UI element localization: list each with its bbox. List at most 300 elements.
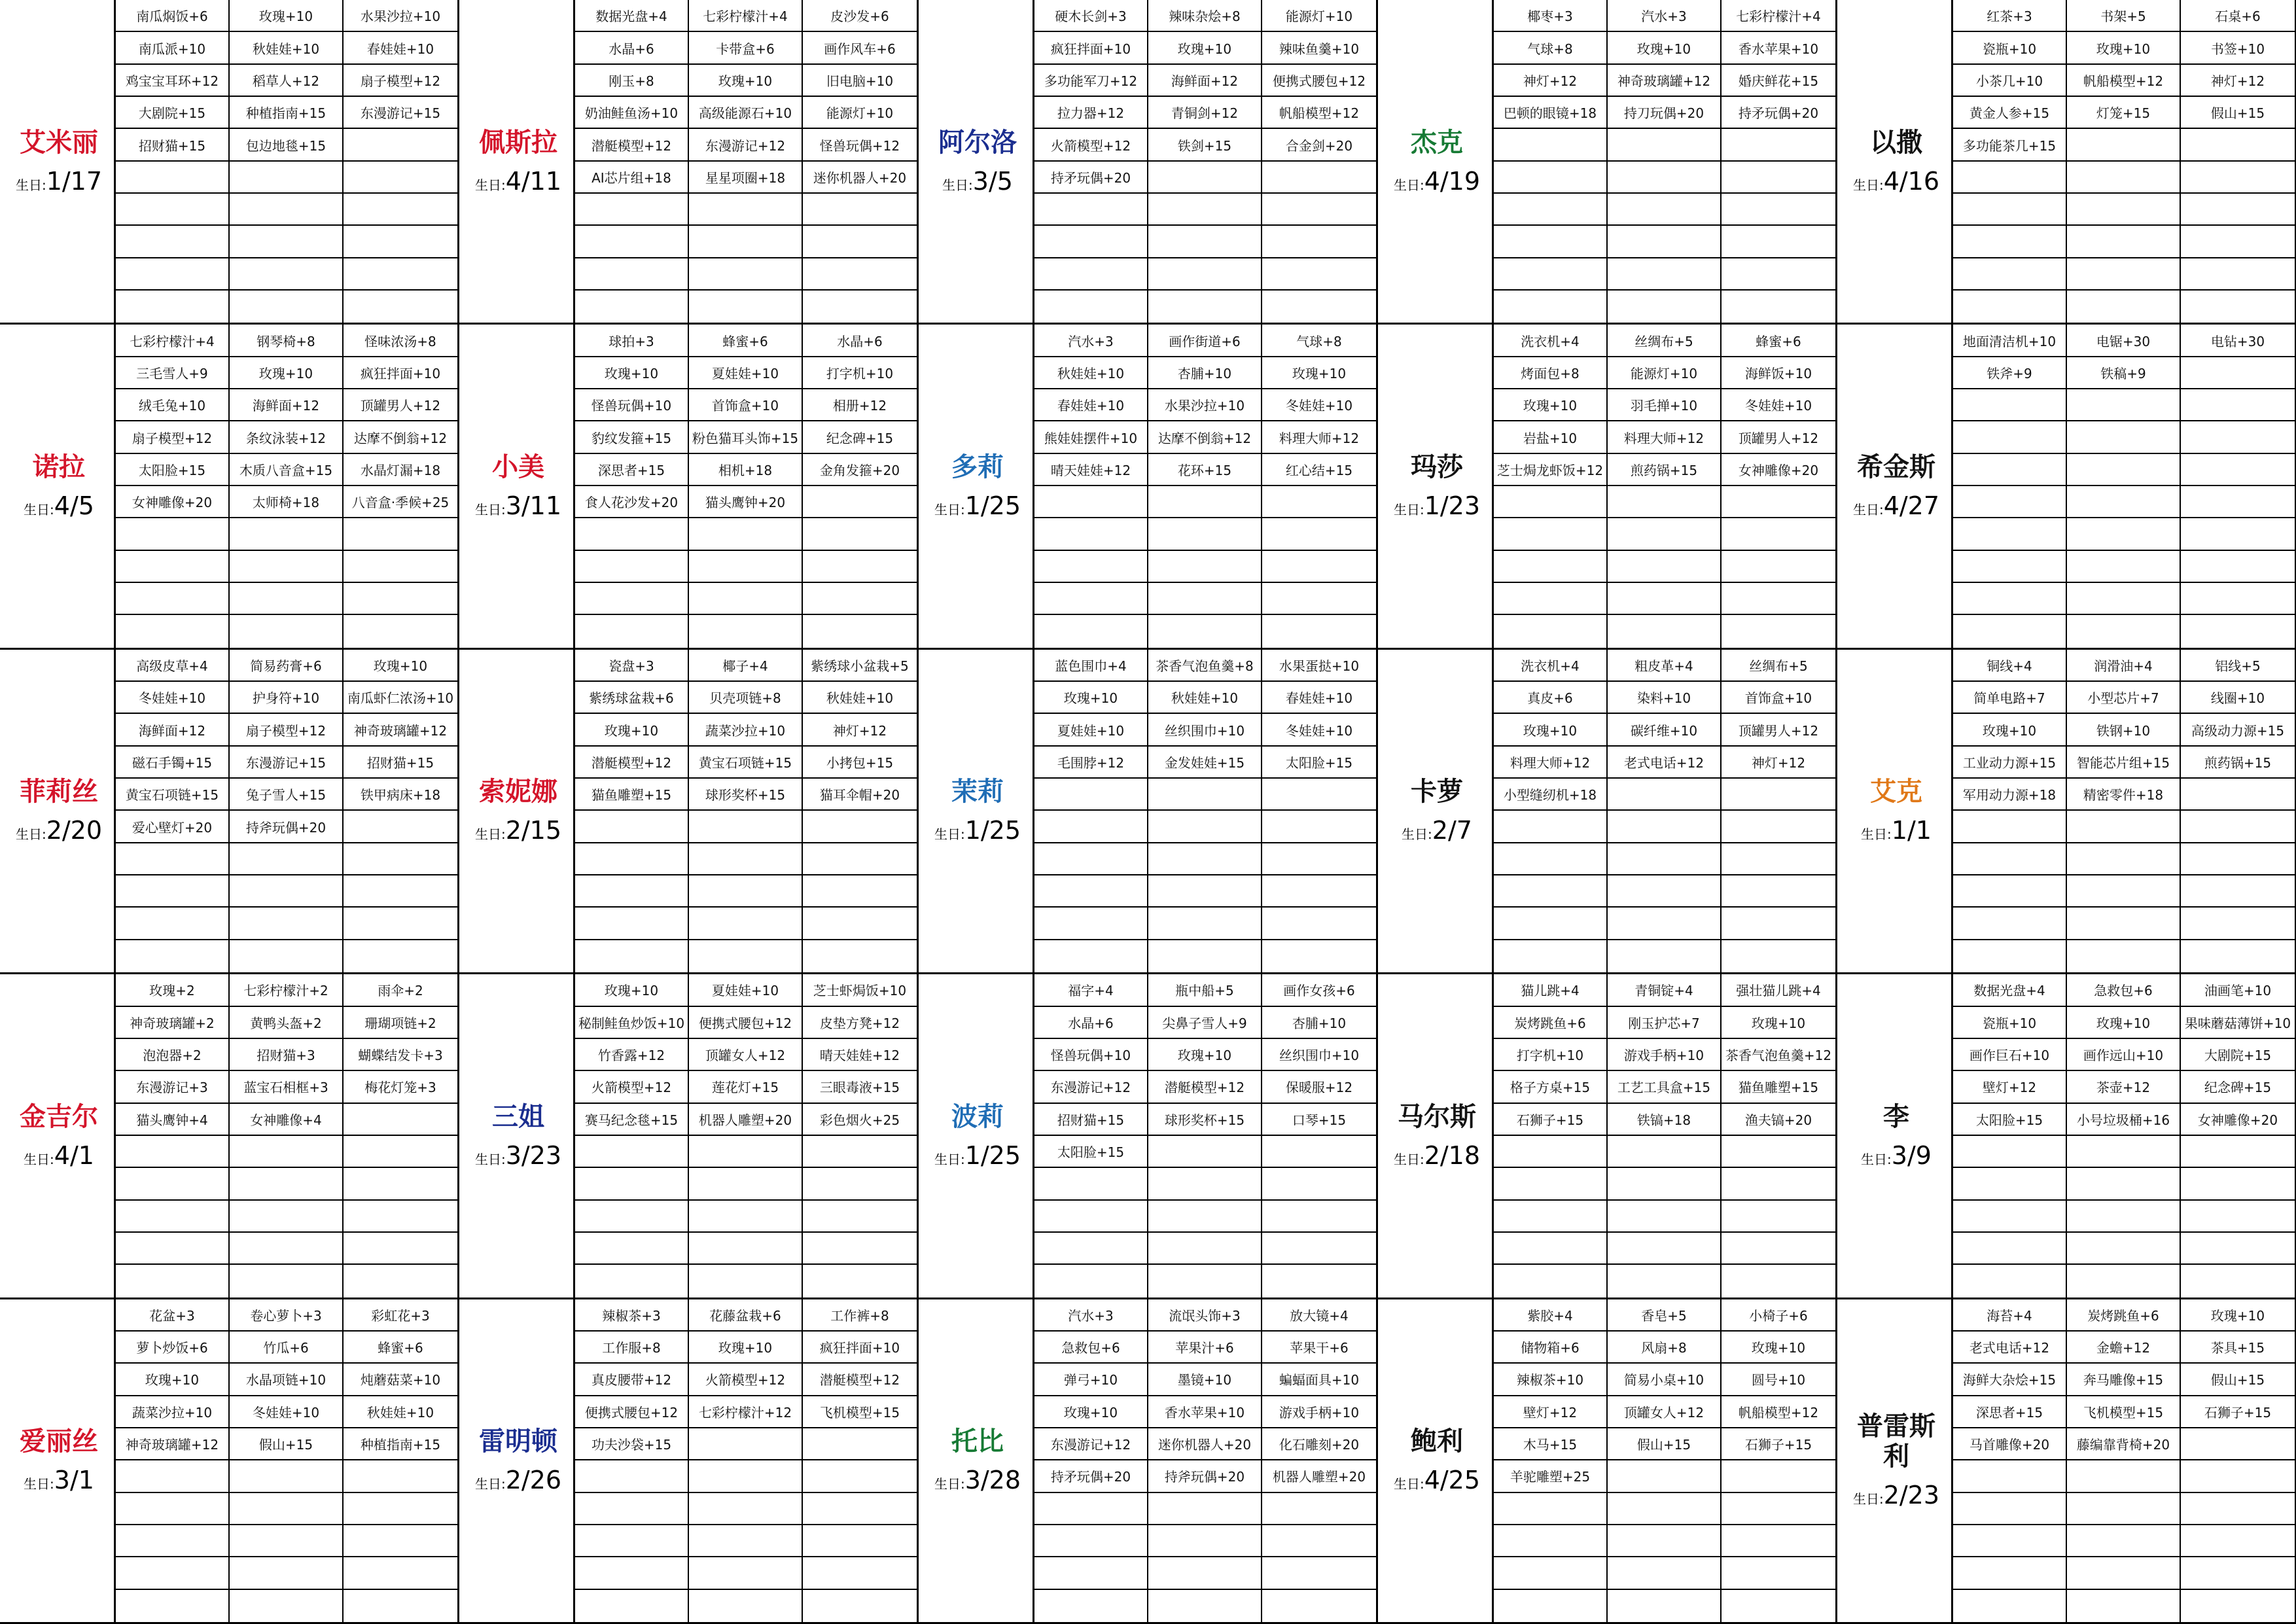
- empty-gift-slot: [689, 194, 803, 226]
- empty-gift-slot: [1953, 908, 2067, 940]
- birthday: [475, 816, 561, 845]
- empty-gift-slot: [1608, 615, 1722, 647]
- empty-gift-slot: [344, 226, 457, 258]
- gift-item: 春娃娃+10: [1262, 682, 1376, 714]
- gift-item: 珊瑚项链+2: [344, 1007, 457, 1039]
- gift-item: 旧电脑+10: [803, 65, 917, 97]
- gift-item: 八音盒·季候+25: [344, 486, 457, 518]
- gift-item: 蜂蜜+6: [344, 1332, 457, 1364]
- character-name: 佩斯拉: [479, 127, 557, 158]
- gift-item: 疯狂拌面+10: [344, 357, 457, 389]
- empty-gift-slot: [344, 811, 457, 843]
- empty-gift-slot: [1494, 129, 1608, 161]
- gift-item: 电锯+30: [2067, 325, 2181, 357]
- empty-gift-slot: [1148, 194, 1262, 226]
- gift-item: 紫绣球盆栽+6: [575, 682, 689, 714]
- empty-gift-slot: [1148, 1201, 1262, 1233]
- gift-item: 彩色烟火+25: [803, 1104, 917, 1136]
- gift-item: 打字机+10: [803, 357, 917, 389]
- birthday-date: 1/1: [1891, 816, 1932, 845]
- empty-gift-slot: [2181, 421, 2295, 453]
- empty-gift-slot: [575, 226, 689, 258]
- gift-table: [116, 650, 459, 974]
- empty-gift-slot: [1608, 875, 1722, 908]
- empty-gift-slot: [1608, 1493, 1722, 1525]
- empty-gift-slot: [803, 1168, 917, 1200]
- gift-item: 汽水+3: [1608, 0, 1722, 32]
- gift-item: 拉力器+12: [1034, 97, 1148, 129]
- gift-item: 秋娃娃+10: [1034, 357, 1148, 389]
- gift-item: 太师椅+18: [230, 486, 344, 518]
- gift-item: 数据光盘+4: [1953, 974, 2067, 1006]
- empty-gift-slot: [1953, 162, 2067, 194]
- gift-item: 持矛玩偶+20: [1722, 97, 1835, 129]
- empty-gift-slot: [1034, 258, 1148, 291]
- empty-gift-slot: [1722, 1168, 1835, 1200]
- birthday-label: 生日:: [934, 1476, 965, 1492]
- gift-item: 鸡宝宝耳环+12: [116, 65, 230, 97]
- empty-gift-slot: [1148, 1590, 1262, 1622]
- gift-item: 蓝宝石相框+3: [230, 1071, 344, 1103]
- empty-gift-slot: [1494, 1265, 1608, 1297]
- birthday: [16, 816, 102, 845]
- empty-gift-slot: [575, 1265, 689, 1297]
- empty-gift-slot: [344, 1265, 457, 1297]
- empty-gift-slot: [1608, 1525, 1722, 1557]
- gift-item: 墨镜+10: [1148, 1364, 1262, 1396]
- empty-gift-slot: [1722, 1493, 1835, 1525]
- empty-gift-slot: [1608, 843, 1722, 875]
- empty-gift-slot: [2181, 1557, 2295, 1589]
- empty-gift-slot: [2181, 1201, 2295, 1233]
- empty-gift-slot: [1722, 258, 1835, 291]
- gift-item: 洗衣机+4: [1494, 325, 1608, 357]
- empty-gift-slot: [1262, 1136, 1376, 1168]
- birthday-label: 生日:: [1852, 177, 1884, 193]
- empty-gift-slot: [1034, 1557, 1148, 1589]
- gift-item: 芝士焗龙虾饭+12: [1494, 454, 1608, 486]
- gift-item: 丝绸布+5: [1608, 325, 1722, 357]
- gift-item: 马首雕像+20: [1953, 1428, 2067, 1460]
- empty-gift-slot: [1148, 486, 1262, 518]
- gift-item: 毛围脖+12: [1034, 747, 1148, 779]
- character-name-cell: [0, 650, 116, 974]
- birthday-date: 3/1: [54, 1466, 94, 1495]
- empty-gift-slot: [230, 940, 344, 972]
- gift-item: 大剧院+15: [116, 97, 230, 129]
- empty-gift-slot: [116, 162, 230, 194]
- gift-table: [1034, 325, 1378, 649]
- empty-gift-slot: [803, 1201, 917, 1233]
- gift-item: 茶香气泡鱼羹+12: [1722, 1039, 1835, 1071]
- empty-gift-slot: [230, 908, 344, 940]
- empty-gift-slot: [1034, 194, 1148, 226]
- empty-gift-slot: [344, 940, 457, 972]
- character-name: 艾米丽: [20, 127, 98, 158]
- birthday-date: 2/7: [1432, 816, 1472, 845]
- gift-item: 海鲜面+12: [230, 389, 344, 421]
- gift-item: 炭烤跳鱼+6: [1494, 1007, 1608, 1039]
- character-name-cell: [1378, 974, 1494, 1299]
- gift-item: 苹果干+6: [1262, 1332, 1376, 1364]
- empty-gift-slot: [344, 551, 457, 583]
- gift-item: 玫瑰+10: [575, 714, 689, 746]
- empty-gift-slot: [116, 518, 230, 550]
- birthday-label: 生日:: [474, 1151, 506, 1167]
- gift-item: 晴天娃娃+12: [803, 1039, 917, 1071]
- empty-gift-slot: [2181, 454, 2295, 486]
- gift-item: 神奇玻璃罐+2: [116, 1007, 230, 1039]
- gift-item: 花环+15: [1148, 454, 1262, 486]
- birthday: [1861, 816, 1932, 845]
- gift-item: 画作街道+6: [1148, 325, 1262, 357]
- birthday-label: 生日:: [1393, 1476, 1424, 1492]
- birthday-label: 生日:: [15, 177, 46, 193]
- empty-gift-slot: [1953, 1201, 2067, 1233]
- empty-gift-slot: [803, 194, 917, 226]
- gift-item: 潜艇模型+12: [575, 747, 689, 779]
- empty-gift-slot: [803, 615, 917, 647]
- gift-item: 油画笔+10: [2181, 974, 2295, 1006]
- birthday-label: 生日:: [24, 502, 54, 518]
- character-name-cell: [919, 325, 1034, 649]
- empty-gift-slot: [344, 1557, 457, 1589]
- gift-table: [575, 325, 919, 649]
- gift-item: 水晶灯漏+18: [344, 454, 457, 486]
- gift-item: 神灯+12: [1722, 747, 1835, 779]
- gift-item: 飞机模型+15: [2067, 1396, 2181, 1428]
- empty-gift-slot: [1953, 583, 2067, 615]
- empty-gift-slot: [1148, 518, 1262, 550]
- empty-gift-slot: [575, 1525, 689, 1557]
- empty-gift-slot: [575, 1493, 689, 1525]
- gift-item: 书签+10: [2181, 32, 2295, 64]
- character-name: 以撒: [1870, 127, 1922, 158]
- gift-item: 水果沙拉+10: [1148, 389, 1262, 421]
- gift-item: 秋娃娃+10: [344, 1396, 457, 1428]
- gift-table: [1034, 650, 1378, 974]
- gift-item: 玫瑰+10: [230, 0, 344, 32]
- empty-gift-slot: [230, 1493, 344, 1525]
- gift-item: 纪念碑+15: [803, 421, 917, 453]
- empty-gift-slot: [344, 908, 457, 940]
- empty-gift-slot: [116, 843, 230, 875]
- gift-item: 持刀玩偶+20: [1608, 97, 1722, 129]
- gift-item: 神灯+12: [1494, 65, 1608, 97]
- empty-gift-slot: [1148, 908, 1262, 940]
- character-name: 小美: [492, 452, 544, 483]
- empty-gift-slot: [689, 1493, 803, 1525]
- empty-gift-slot: [344, 843, 457, 875]
- gift-item: 渔夫镐+20: [1722, 1104, 1835, 1136]
- gift-item: 能源灯+10: [803, 97, 917, 129]
- gift-item: 高级能源石+10: [689, 97, 803, 129]
- gift-item: 刚玉+8: [575, 65, 689, 97]
- empty-gift-slot: [1494, 908, 1608, 940]
- empty-gift-slot: [1608, 908, 1722, 940]
- gift-item: 水果蛋挞+10: [1262, 650, 1376, 682]
- gift-item: 玫瑰+10: [344, 650, 457, 682]
- gift-item: 奶油鲑鱼汤+10: [575, 97, 689, 129]
- empty-gift-slot: [116, 291, 230, 323]
- gift-item: 蜂蜜+6: [1722, 325, 1835, 357]
- gift-item: 疯狂拌面+10: [1034, 32, 1148, 64]
- empty-gift-slot: [2067, 162, 2181, 194]
- empty-gift-slot: [1608, 551, 1722, 583]
- gift-item: 小椅子+6: [1722, 1299, 1835, 1332]
- empty-gift-slot: [2067, 1590, 2181, 1622]
- empty-gift-slot: [1494, 258, 1608, 291]
- gift-item: 招财猫+15: [1034, 1104, 1148, 1136]
- empty-gift-slot: [230, 1168, 344, 1200]
- empty-gift-slot: [2181, 1265, 2295, 1297]
- empty-gift-slot: [1494, 226, 1608, 258]
- empty-gift-slot: [803, 1460, 917, 1492]
- gift-item: 玫瑰+10: [689, 65, 803, 97]
- empty-gift-slot: [230, 258, 344, 291]
- empty-gift-slot: [1953, 615, 2067, 647]
- gift-item: 精密零件+18: [2067, 779, 2181, 811]
- empty-gift-slot: [803, 940, 917, 972]
- gift-item: 玫瑰+10: [1953, 714, 2067, 746]
- gift-item: 花藤盆栽+6: [689, 1299, 803, 1332]
- gift-item: 婚庆鲜花+15: [1722, 65, 1835, 97]
- empty-gift-slot: [1262, 1557, 1376, 1589]
- empty-gift-slot: [2181, 357, 2295, 389]
- gift-item: 巴顿的眼镜+18: [1494, 97, 1608, 129]
- empty-gift-slot: [2067, 454, 2181, 486]
- empty-gift-slot: [2067, 615, 2181, 647]
- gift-item: 多功能军刀+12: [1034, 65, 1148, 97]
- gift-item: 萝卜炒饭+6: [116, 1332, 230, 1364]
- empty-gift-slot: [2067, 1201, 2181, 1233]
- empty-gift-slot: [1262, 908, 1376, 940]
- character-name: 普雷斯利: [1857, 1411, 1935, 1472]
- gift-item: 瓷瓶+10: [1953, 32, 2067, 64]
- empty-gift-slot: [344, 875, 457, 908]
- character-name-cell: [1378, 325, 1494, 649]
- empty-gift-slot: [116, 1168, 230, 1200]
- gift-item: 煎药锅+15: [2181, 747, 2295, 779]
- gift-item: 茶香气泡鱼羹+8: [1148, 650, 1262, 682]
- gift-item: 大剧院+15: [2181, 1039, 2295, 1071]
- gift-item: 顶罐男人+12: [1722, 714, 1835, 746]
- empty-gift-slot: [689, 1460, 803, 1492]
- gift-item: AI芯片组+18: [575, 162, 689, 194]
- birthday: [475, 1141, 561, 1170]
- gift-item: 冬娃娃+10: [1722, 389, 1835, 421]
- empty-gift-slot: [575, 1557, 689, 1589]
- empty-gift-slot: [1262, 940, 1376, 972]
- character-name: 雷明顿: [479, 1426, 557, 1457]
- empty-gift-slot: [116, 1525, 230, 1557]
- birthday-label: 生日:: [474, 177, 506, 193]
- gift-item: 灯笼+15: [2067, 97, 2181, 129]
- empty-gift-slot: [575, 1201, 689, 1233]
- gift-item: 瓶中船+5: [1148, 974, 1262, 1006]
- gift-table: [575, 1299, 919, 1624]
- gift-item: 高级动力源+15: [2181, 714, 2295, 746]
- empty-gift-slot: [1953, 811, 2067, 843]
- gift-item: 炖蘑菇菜+10: [344, 1364, 457, 1396]
- empty-gift-slot: [803, 226, 917, 258]
- character-name-cell: [919, 0, 1034, 325]
- character-name-cell: [1378, 650, 1494, 974]
- gift-item: 玫瑰+10: [230, 357, 344, 389]
- empty-gift-slot: [1722, 940, 1835, 972]
- empty-gift-slot: [1953, 291, 2067, 323]
- gift-item: 线圈+10: [2181, 682, 2295, 714]
- empty-gift-slot: [1953, 1136, 2067, 1168]
- empty-gift-slot: [230, 615, 344, 647]
- empty-gift-slot: [1494, 940, 1608, 972]
- gift-item: 壁灯+12: [1953, 1071, 2067, 1103]
- empty-gift-slot: [575, 551, 689, 583]
- gift-item: 春娃娃+10: [344, 32, 457, 64]
- gift-item: 莲花灯+15: [689, 1071, 803, 1103]
- empty-gift-slot: [230, 1525, 344, 1557]
- empty-gift-slot: [1953, 1168, 2067, 1200]
- empty-gift-slot: [116, 1233, 230, 1265]
- gift-item: 达摩不倒翁+12: [1148, 421, 1262, 453]
- empty-gift-slot: [1722, 194, 1835, 226]
- empty-gift-slot: [1953, 226, 2067, 258]
- gift-item: 流氓头饰+3: [1148, 1299, 1262, 1332]
- gift-item: 猫头鹰钟+20: [689, 486, 803, 518]
- gift-item: 东漫游记+12: [1034, 1071, 1148, 1103]
- empty-gift-slot: [803, 1265, 917, 1297]
- empty-gift-slot: [1608, 1557, 1722, 1589]
- gift-item: 丝织围巾+10: [1148, 714, 1262, 746]
- empty-gift-slot: [2067, 1136, 2181, 1168]
- empty-gift-slot: [344, 583, 457, 615]
- gift-item: 春娃娃+10: [1034, 389, 1148, 421]
- birthday-date: 2/15: [505, 816, 562, 845]
- gift-item: 工作裤+8: [803, 1299, 917, 1332]
- gift-item: 七彩柠檬汁+4: [1722, 0, 1835, 32]
- gift-item: 贝壳项链+8: [689, 682, 803, 714]
- empty-gift-slot: [230, 1557, 344, 1589]
- empty-gift-slot: [2067, 875, 2181, 908]
- gift-item: 烤面包+8: [1494, 357, 1608, 389]
- empty-gift-slot: [1608, 1590, 1722, 1622]
- birthday-date: 4/5: [54, 491, 94, 521]
- empty-gift-slot: [230, 551, 344, 583]
- gift-item: 晴天娃娃+12: [1034, 454, 1148, 486]
- empty-gift-slot: [689, 226, 803, 258]
- gift-item: 玫瑰+10: [1262, 357, 1376, 389]
- gift-item: 蔬菜沙拉+10: [689, 714, 803, 746]
- empty-gift-slot: [2181, 162, 2295, 194]
- empty-gift-slot: [1608, 811, 1722, 843]
- empty-gift-slot: [689, 908, 803, 940]
- empty-gift-slot: [230, 194, 344, 226]
- empty-gift-slot: [1953, 1265, 2067, 1297]
- empty-gift-slot: [344, 162, 457, 194]
- empty-gift-slot: [1034, 518, 1148, 550]
- empty-gift-slot: [803, 1493, 917, 1525]
- empty-gift-slot: [2067, 226, 2181, 258]
- gift-item: 赛马纪念毯+15: [575, 1104, 689, 1136]
- empty-gift-slot: [689, 811, 803, 843]
- character-name: 阿尔洛: [938, 127, 1017, 158]
- gift-table: [1034, 1299, 1378, 1624]
- empty-gift-slot: [1262, 194, 1376, 226]
- character-name: 波莉: [951, 1101, 1004, 1132]
- gift-item: 冬娃娃+10: [116, 682, 230, 714]
- empty-gift-slot: [1262, 1201, 1376, 1233]
- birthday-date: 1/25: [964, 1140, 1021, 1170]
- empty-gift-slot: [1148, 779, 1262, 811]
- birthday-date: 4/19: [1424, 166, 1481, 196]
- empty-gift-slot: [230, 1201, 344, 1233]
- empty-gift-slot: [803, 583, 917, 615]
- empty-gift-slot: [689, 1557, 803, 1589]
- birthday-date: 2/18: [1424, 1140, 1481, 1170]
- gift-item: 石狮子+15: [1494, 1104, 1608, 1136]
- empty-gift-slot: [1494, 615, 1608, 647]
- empty-gift-slot: [1494, 1136, 1608, 1168]
- gift-table: [1953, 325, 2296, 649]
- empty-gift-slot: [1148, 291, 1262, 323]
- empty-gift-slot: [2067, 551, 2181, 583]
- empty-gift-slot: [1722, 129, 1835, 161]
- gift-item: 怪兽玩偶+10: [575, 389, 689, 421]
- empty-gift-slot: [1608, 162, 1722, 194]
- character-name: 多莉: [951, 452, 1004, 483]
- gift-item: 苹果汁+6: [1148, 1332, 1262, 1364]
- birthday-date: 3/9: [1891, 1140, 1932, 1170]
- birthday: [475, 491, 561, 520]
- empty-gift-slot: [803, 1233, 917, 1265]
- gift-item: 老式电话+12: [1608, 747, 1722, 779]
- gift-item: 丝绸布+5: [1722, 650, 1835, 682]
- gift-item: 帆船模型+12: [1262, 97, 1376, 129]
- gift-item: 金发娃娃+15: [1148, 747, 1262, 779]
- empty-gift-slot: [1722, 779, 1835, 811]
- birthday-date: 2/23: [1883, 1481, 1940, 1510]
- empty-gift-slot: [1148, 843, 1262, 875]
- empty-gift-slot: [1148, 940, 1262, 972]
- birthday: [1853, 491, 1939, 520]
- empty-gift-slot: [689, 1168, 803, 1200]
- gift-item: 食人花沙发+20: [575, 486, 689, 518]
- gift-item: 水果沙拉+10: [344, 0, 457, 32]
- empty-gift-slot: [2181, 908, 2295, 940]
- empty-gift-slot: [1262, 779, 1376, 811]
- empty-gift-slot: [2181, 194, 2295, 226]
- gift-item: 女神雕像+20: [2181, 1104, 2295, 1136]
- empty-gift-slot: [2181, 1168, 2295, 1200]
- empty-gift-slot: [344, 518, 457, 550]
- empty-gift-slot: [230, 1460, 344, 1492]
- birthday-date: 1/23: [1424, 491, 1481, 521]
- empty-gift-slot: [1034, 615, 1148, 647]
- gift-item: 迷你机器人+20: [1148, 1428, 1262, 1460]
- empty-gift-slot: [344, 194, 457, 226]
- empty-gift-slot: [230, 162, 344, 194]
- birthday-label: 生日:: [15, 826, 46, 843]
- gift-item: 女神雕像+4: [230, 1104, 344, 1136]
- gift-item: 打字机+10: [1494, 1039, 1608, 1071]
- empty-gift-slot: [803, 1590, 917, 1622]
- empty-gift-slot: [1262, 1590, 1376, 1622]
- gift-item: 潜艇模型+12: [575, 129, 689, 161]
- gift-item: 星星项圈+18: [689, 162, 803, 194]
- gift-item: 辣味杂烩+8: [1148, 0, 1262, 32]
- empty-gift-slot: [2181, 518, 2295, 550]
- gift-item: 玫瑰+10: [1722, 1332, 1835, 1364]
